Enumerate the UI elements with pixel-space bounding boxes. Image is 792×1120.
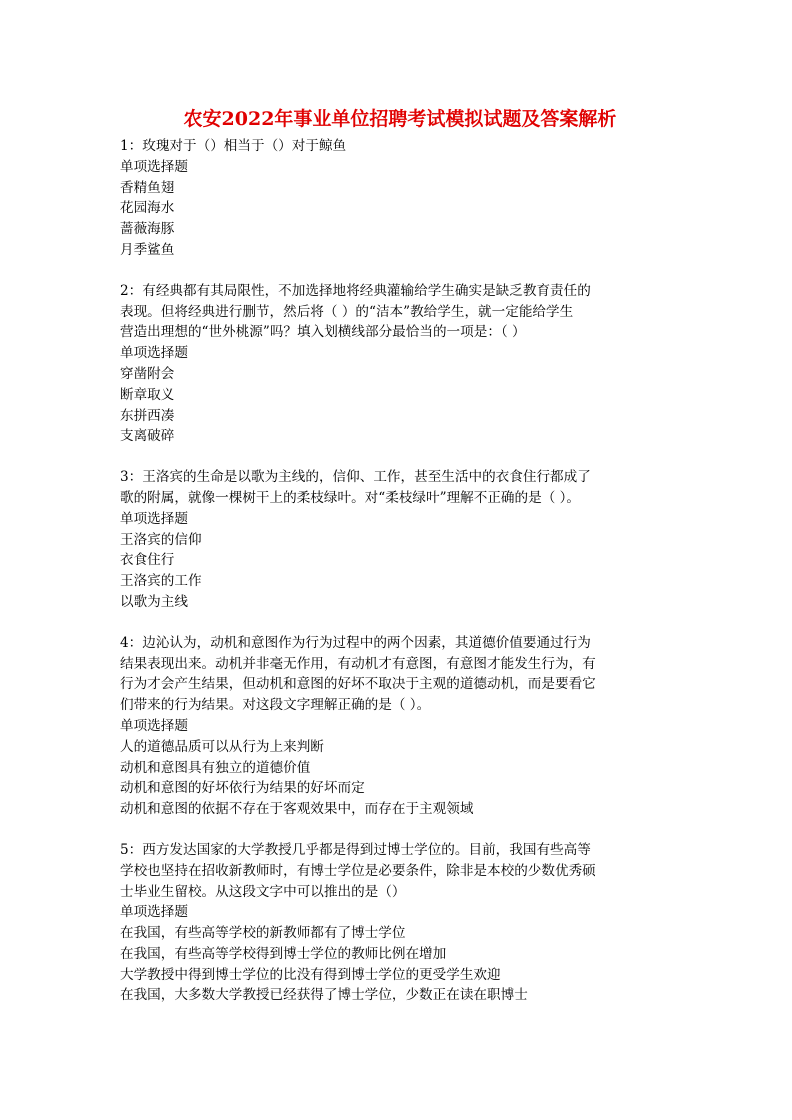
answer-option: 穿凿附会 bbox=[120, 365, 175, 382]
answer-option: 支离破碎 bbox=[120, 428, 175, 445]
answer-option: 王洛宾的工作 bbox=[120, 573, 202, 590]
question-list bbox=[120, 136, 680, 1006]
answer-option: 王洛宾的信仰 bbox=[120, 531, 202, 548]
question-stem bbox=[120, 467, 680, 509]
question-block bbox=[120, 281, 680, 447]
question-type-label: 单项选择题 bbox=[120, 904, 188, 921]
question-stem-line: 结果表现出来。动机并非毫无作用，有动机才有意图，有意图才能发生行为，有 bbox=[120, 655, 596, 672]
question-block bbox=[120, 467, 680, 613]
answer-option: 以歌为主线 bbox=[120, 593, 188, 610]
answer-option: 大学教授中得到博士学位的比没有得到博士学位的更受学生欢迎 bbox=[120, 966, 501, 983]
question-block bbox=[120, 633, 680, 820]
document-title: 农安2022年事业单位招聘考试模拟试题及答案解析 bbox=[183, 108, 617, 130]
answer-option: 动机和意图的好坏依行为结果的好坏而定 bbox=[120, 780, 365, 797]
document-page bbox=[120, 104, 680, 1026]
answer-option: 蔷薇海豚 bbox=[120, 221, 175, 238]
question-stem bbox=[120, 633, 680, 716]
question-stem bbox=[120, 281, 680, 343]
answer-option: 花园海水 bbox=[120, 200, 175, 217]
question-stem-line: 2：有经典都有其局限性，不加选择地将经典灌输给学生确实是缺乏教育责任的 bbox=[120, 282, 591, 299]
question-stem-line: 学校也坚持在招收新教师时，有博士学位是必要条件，除非是本校的少数优秀硕 bbox=[120, 862, 596, 879]
answer-option: 人的道德品质可以从行为上来判断 bbox=[120, 738, 324, 755]
answer-option: 衣食住行 bbox=[120, 552, 175, 569]
question-stem-line: 表现。但将经典进行删节，然后将（ ）的“洁本”教给学生，就一定能给学生 bbox=[120, 303, 574, 320]
answer-option: 在我国，有些高等学校的新教师都有了博士学位 bbox=[120, 925, 406, 942]
answer-option: 动机和意图的依据不存在于客观效果中，而存在于主观领域 bbox=[120, 801, 474, 818]
question-stem-line: 歌的附属，就像一棵树干上的柔枝绿叶。对“柔枝绿叶”理解不正确的是（ ）。 bbox=[120, 489, 581, 506]
question-stem bbox=[120, 136, 680, 157]
question-stem-line: 行为才会产生结果，但动机和意图的好坏不取决于主观的道德动机，而是要看它 bbox=[120, 676, 596, 693]
answer-option: 动机和意图具有独立的道德价值 bbox=[120, 759, 311, 776]
question-block bbox=[120, 136, 680, 261]
question-stem-line: 们带来的行为结果。对这段文字理解正确的是（ ）。 bbox=[120, 697, 431, 714]
question-type-label: 单项选择题 bbox=[120, 510, 188, 527]
question-stem-line: 营造出理想的“世外桃源”吗？填入划横线部分最恰当的一项是：（ ） bbox=[120, 324, 526, 341]
question-stem-line: 1：玫瑰对于（）相当于（）对于鲸鱼 bbox=[120, 138, 347, 154]
question-type-label: 单项选择题 bbox=[120, 345, 188, 362]
question-stem bbox=[120, 840, 680, 902]
answer-option: 东拼西凑 bbox=[120, 407, 175, 424]
question-stem-line: 4：边沁认为，动机和意图作为行为过程中的两个因素，其道德价值要通过行为 bbox=[120, 634, 591, 651]
answer-option: 在我国，有些高等学校得到博士学位的教师比例在增加 bbox=[120, 945, 447, 962]
answer-option: 断章取义 bbox=[120, 386, 175, 403]
question-type-label: 单项选择题 bbox=[120, 717, 188, 734]
answer-option: 在我国，大多数大学教授已经获得了博士学位，少数正在读在职博士 bbox=[120, 987, 528, 1004]
question-stem-line: 5：西方发达国家的大学教授几乎都是得到过博士学位的。目前，我国有些高等 bbox=[120, 841, 591, 858]
question-stem-line: 士毕业生留校。从这段文字中可以推出的是（） bbox=[120, 883, 406, 900]
question-stem-line: 3：王洛宾的生命是以歌为主线的，信仰、工作，甚至生活中的衣食住行都成了 bbox=[120, 469, 591, 486]
question-type-label: 单项选择题 bbox=[120, 158, 188, 175]
answer-option: 月季鲨鱼 bbox=[120, 241, 175, 258]
question-block bbox=[120, 840, 680, 1006]
answer-option: 香精鱼翅 bbox=[120, 179, 175, 196]
